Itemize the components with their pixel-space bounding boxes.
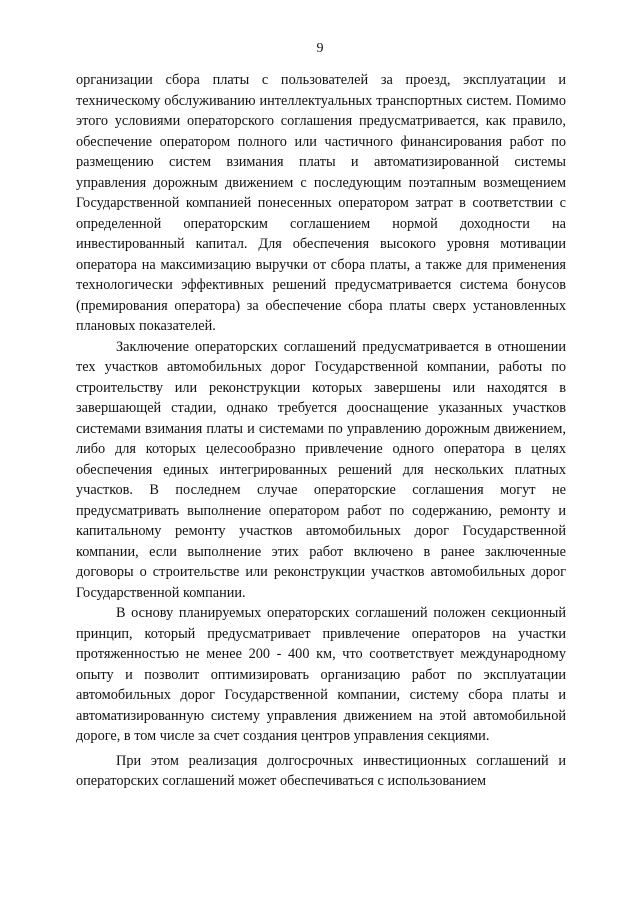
paragraph-continuation: организации сбора платы с пользователей за проезд, эксплуатации и техническому обслуживанию интеллектуальных транспортных систем. Помимо этого условиями операторского соглашения предусматривается, как правило, обеспечение оператором полного или частичного финансирования работ по размещению систем взимания платы и автоматизированной системы управления дорожным движением с последующим поэтапным возмещением Государственной компанией понесенных оператором затрат в соответствии с определенной операторским соглашением нормой доходности на инвестированный капитал. Для обеспечения высокого уровня мотивации оператора на максимизацию выручки от сбора платы, а также для применения технологически эффективных решений предусматривается система бонусов (премирования оператора) за обеспечение сбора платы сверх установленных плановых показателей. <box>76 72 566 334</box>
page-number: 9 <box>316 41 324 56</box>
paragraph-implementation: При этом реализация долгосрочных инвестиционных соглашений и операторских соглашений может обеспечиваться с использованием <box>76 752 566 789</box>
paragraph-section-principle: В основу планируемых операторских соглашений положен секционный принцип, который предусматривает привлечение операторов на участки протяженностью не менее 200 - 400 км, что соответствует международному опыту и позволит оптимизировать организацию работ по эксплуатации автомобильных дорог Государственной компании, систему сбора платы и автоматизированную систему управления движением на этой автомобильной дороге, в том числе за счет создания центров управления секциями. <box>76 605 566 744</box>
body-text <box>76 70 566 792</box>
paragraph-operator-agreements: Заключение операторских соглашений предусматривается в отношении тех участков автомобильных дорог Государственной компании, работы по строительству или реконструкции которых завершены или находятся в завершающей стадии, однако требуется дооснащение указанных участков системами взимания платы и системами по управлению дорожным движением, либо для которых целесообразно привлечение одного оператора в целях обеспечения единых интегрированных решений для нескольких платных участков. В последнем случае операторские соглашения могут не предусматривать выполнение оператором работ по содержанию, ремонту и капитальному ремонту участков автомобильных дорог Государственной компании, если выполнение этих работ включено в ранее заключенные договоры о строительстве или реконструкции участков автомобильных дорог Государственной компании. <box>76 338 566 601</box>
